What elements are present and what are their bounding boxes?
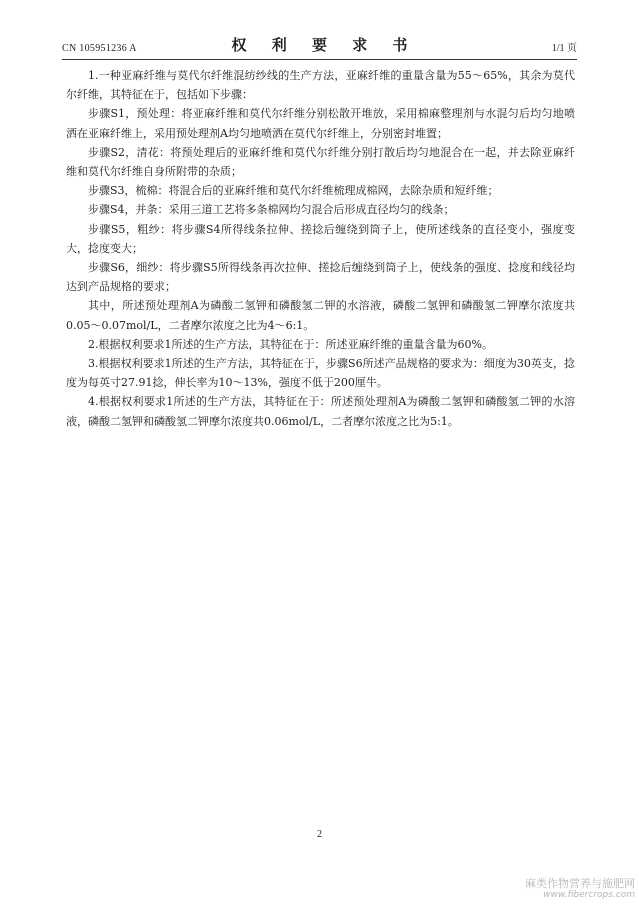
claim-1-step-s4: 步骤S4，并条：采用三道工艺将多条棉网均匀混合后形成直径均匀的线条； <box>88 203 455 217</box>
claim-1-intro: 1.一种亚麻纤维与莫代尔纤维混纺纱线的生产方法，亚麻纤维的重量含量为55～65%，其余为莫代尔纤维，其特征在于，包括如下步骤： <box>66 69 575 102</box>
claim-4: 4.根据权利要求1所述的生产方法，其特征在于：所述预处理剂A为磷酸二氢钾和磷酸氢二钾的水溶液，磷酸二氢钾和磷酸氢二钾摩尔浓度共0.06mol/L，二者摩尔浓度之比为5:1。 <box>66 395 575 428</box>
document-title: 权 利 要 求 书 <box>231 36 418 54</box>
claim-1-step-s5: 步骤S5，粗纱：将步骤S4所得线条拉伸、搓捻后缠绕到筒子上，使所述线条的直径变小，强度变大，捻度变大； <box>66 222 575 255</box>
claim-1-step-s1: 步骤S1，预处理：将亚麻纤维和莫代尔纤维分别松散开堆放，采用棉麻整理剂与水混匀后均匀地喷洒在亚麻纤维上，采用预处理剂A均匀地喷洒在莫代尔纤维上，分别密封堆置； <box>66 107 575 140</box>
publication-number: CN 105951236 A <box>62 43 137 54</box>
page-number: 2 <box>317 829 322 840</box>
claim-1-step-s6: 步骤S6，细纱：将步骤S5所得线条再次拉伸、搓捻后缠绕到筒子上，使线条的强度、捻度和线径均达到产品规格的要求； <box>66 261 575 294</box>
claim-1-step-s3: 步骤S3，梳棉：将混合后的亚麻纤维和莫代尔纤维梳理成棉网，去除杂质和短纤维； <box>88 184 499 198</box>
claim-1-step-s2: 步骤S2，清花：将预处理后的亚麻纤维和莫代尔纤维分别打散后均匀地混合在一起，并去除亚麻纤维和莫代尔纤维自身所附带的杂质； <box>66 145 575 179</box>
page-header <box>62 34 577 58</box>
header-divider <box>62 59 577 60</box>
site-watermark <box>505 877 635 901</box>
claim-2: 2.根据权利要求1所述的生产方法，其特征在于：所述亚麻纤维的重量含量为60%。 <box>88 337 493 351</box>
claim-3: 3.根据权利要求1所述的生产方法，其特征在于，步骤S6所述产品规格的要求为：细度为30英支，捻度为每英寸27.91捻，伸长率为10～13%，强度不低于200厘牛。 <box>66 357 575 390</box>
page-count: 1/1 页 <box>551 43 577 54</box>
watermark-site-name: 麻类作物营养与施肥网 <box>525 877 635 890</box>
claim-1-pretreatment-agent: 其中，所述预处理剂A为磷酸二氢钾和磷酸氢二钾的水溶液，磷酸二氢钾和磷酸氢二钾摩尔浓度共0.05～0.07mol/L，二者摩尔浓度之比为4～6:1。 <box>66 299 575 332</box>
watermark-url: www.fibercrops.com <box>543 890 635 900</box>
claims-body <box>66 66 575 431</box>
